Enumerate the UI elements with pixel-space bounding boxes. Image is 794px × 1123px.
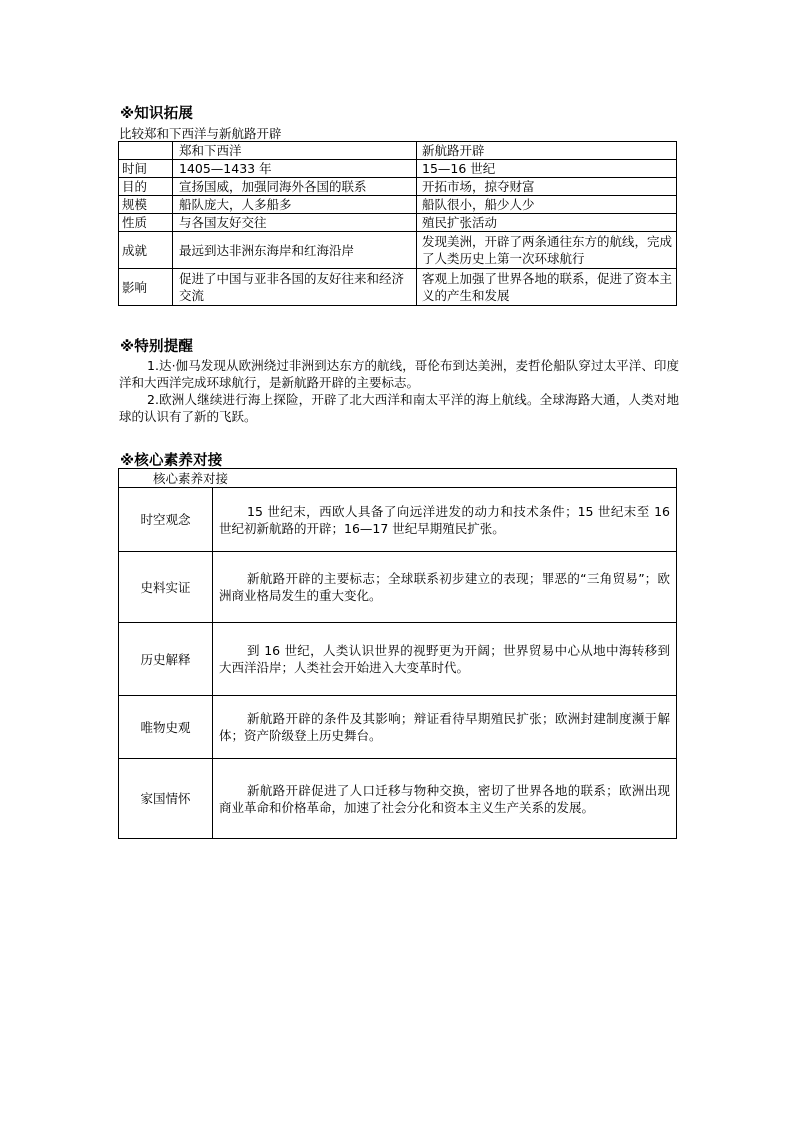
literacy-text: [213, 759, 677, 839]
table-caption: 比较郑和下西洋与新航路开辟: [119, 126, 282, 141]
table-row: [119, 623, 677, 696]
literacy-text-content: 到 16 世纪，人类认识世界的视野更为开阔；世界贸易中心从地中海转移到大西洋沿岸；人类社会开始进入大变革时代。: [219, 643, 670, 675]
zheng-cell: 1405—1433 年: [173, 160, 417, 178]
row-label: 成就: [119, 232, 173, 269]
literacy-text: [213, 488, 677, 552]
literacy-text-content: 新航路开辟促进了人口迁移与物种交换，密切了世界各地的联系；欧洲出现商业革命和价格革命，加速了社会分化和资本主义生产关系的发展。: [219, 782, 670, 815]
header-cell: 新航路开辟: [417, 142, 677, 160]
zheng-cell: 宣扬国威，加强同海外各国的联系: [173, 178, 417, 196]
table-header-row: [119, 142, 677, 160]
reminder-item: 1.达·伽马发现从欧洲绕过非洲到达东方的航线，哥伦布到达美洲，麦哲伦船队穿过太平洋、印度洋和大西洋完成环球航行，是新航路开辟的主要标志。: [119, 358, 679, 390]
literacy-label: 史料实证: [119, 552, 213, 623]
row-label: 时间: [119, 160, 173, 178]
row-label: 性质: [119, 214, 173, 232]
literacy-label: 唯物史观: [119, 696, 213, 759]
comparison-table: [118, 141, 677, 306]
new-route-cell: 殖民扩张活动: [417, 214, 677, 232]
row-label: 影响: [119, 269, 173, 306]
zheng-cell: 船队庞大，人多船多: [173, 196, 417, 214]
row-label: 规模: [119, 196, 173, 214]
zheng-cell: 促进了中国与亚非各国的友好往来和经济交流: [173, 269, 417, 306]
table-header-row: [119, 469, 677, 488]
literacy-heading: ※核心素养对接: [120, 453, 223, 469]
knowledge-heading: ※知识拓展: [120, 106, 194, 122]
literacy-text-content: 新航路开辟的条件及其影响；辩证看待早期殖民扩张；欧洲封建制度濒于解体；资产阶级登上历史舞台。: [219, 711, 670, 743]
table-row: [119, 552, 677, 623]
zheng-cell: 最远到达非洲东海岸和红海沿岸: [173, 232, 417, 269]
table-row: [119, 488, 677, 552]
new-route-cell: 船队很小，船少人少: [417, 196, 677, 214]
literacy-label: 家国情怀: [119, 759, 213, 839]
literacy-text: [213, 552, 677, 623]
reminder-body: [119, 357, 679, 425]
new-route-cell: 客观上加强了世界各地的联系，促进了资本主义的产生和发展: [417, 269, 677, 306]
table-row: [119, 269, 677, 306]
literacy-label: 历史解释: [119, 623, 213, 696]
reminder-heading: ※特别提醒: [120, 339, 194, 355]
zheng-cell: 与各国友好交往: [173, 214, 417, 232]
literacy-table: [118, 468, 677, 839]
literacy-label: 时空观念: [119, 488, 213, 552]
new-route-cell: 开拓市场，掠夺财富: [417, 178, 677, 196]
reminder-item: 2.欧洲人继续进行海上探险，开辟了北大西洋和南太平洋的海上航线。全球海路大通，人类对地球的认识有了新的飞跃。: [119, 392, 679, 424]
new-route-cell: 15—16 世纪: [417, 160, 677, 178]
table-row: [119, 232, 677, 269]
table-row: [119, 214, 677, 232]
table-row: [119, 196, 677, 214]
literacy-text-content: 15 世纪末，西欧人具备了向远洋进发的动力和技术条件；15 世纪末至 16 世纪初新航路的开辟；16—17 世纪早期殖民扩张。: [219, 503, 670, 536]
new-route-cell: 发现美洲，开辟了两条通往东方的航线，完成了人类历史上第一次环球航行: [417, 232, 677, 269]
table-row: [119, 160, 677, 178]
literacy-text: [213, 696, 677, 759]
row-label: 目的: [119, 178, 173, 196]
literacy-text-content: 新航路开辟的主要标志；全球联系初步建立的表现；罪恶的“三角贸易”；欧洲商业格局发生的重大变化。: [219, 571, 670, 603]
header-cell: 郑和下西洋: [173, 142, 417, 160]
table-row: [119, 178, 677, 196]
table-row: [119, 759, 677, 839]
literacy-text: [213, 623, 677, 696]
header-cell: 核心素养对接: [119, 469, 677, 488]
table-row: [119, 696, 677, 759]
header-cell: [119, 142, 173, 160]
